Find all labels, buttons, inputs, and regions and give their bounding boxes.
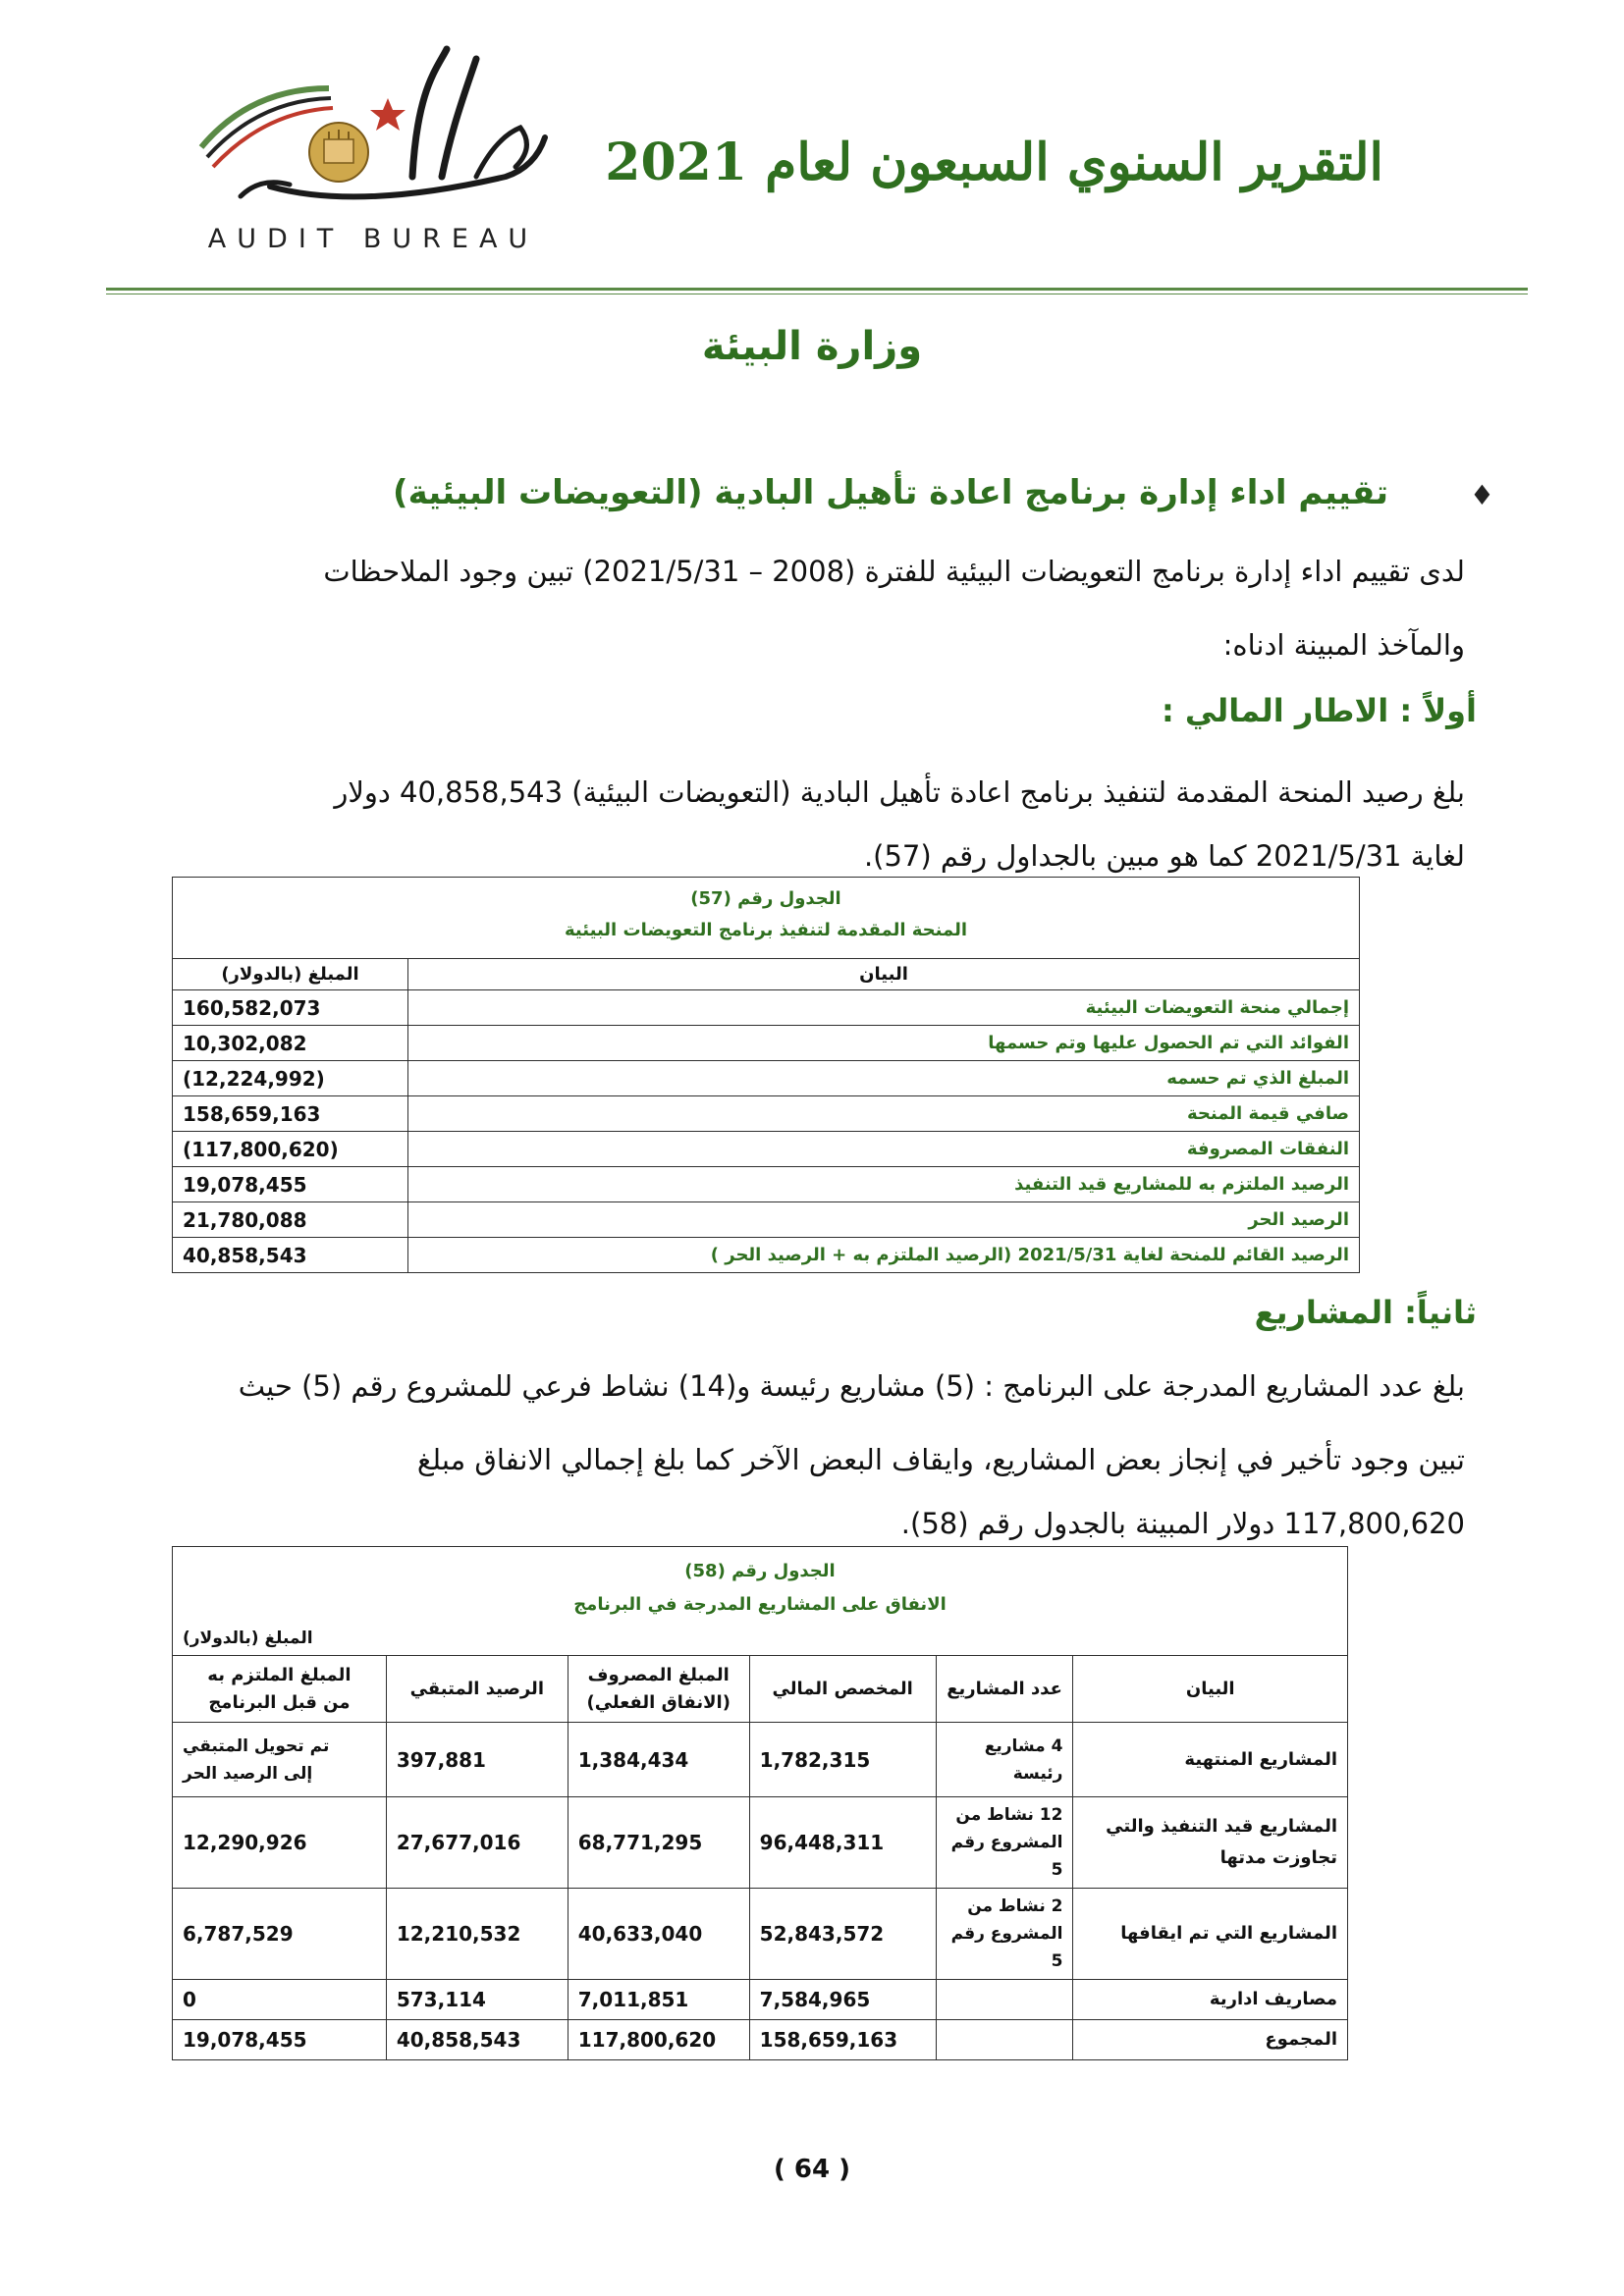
- table-row: [173, 1061, 1360, 1096]
- report-title: التقرير السنوي السبعون لعام 2021: [605, 133, 1383, 192]
- row-count: [936, 2020, 1073, 2060]
- row-amount: 160,582,073: [173, 990, 408, 1026]
- row-amount: 21,780,088: [173, 1202, 408, 1238]
- second-section-label: ثانياً: المشاريع: [1254, 1294, 1477, 1331]
- table-58-col-allocation: المخصص المالي: [749, 1656, 936, 1723]
- row-remaining: 27,677,016: [386, 1797, 568, 1889]
- row-desc: إجمالي منحة التعويضات البيئية: [408, 990, 1360, 1026]
- row-amount: (12,224,992): [173, 1061, 408, 1096]
- intro-line-1: لدى تقييم اداء إدارة برنامج التعويضات البيئية للفترة (2008 – 2021/5/31) تبين وجود الملاحظات: [323, 555, 1465, 588]
- second-para-line-1: بلغ عدد المشاريع المدرجة على البرنامج : (5) مشاريع رئيسة و(14) نشاط فرعي للمشروع رقم (5) حيث: [238, 1369, 1465, 1403]
- row-desc: المشاريع قيد التنفيذ والتي تجاوزت مدتها: [1073, 1797, 1348, 1889]
- row-allocation: 96,448,311: [749, 1797, 936, 1889]
- row-committed-line-1: تم تحويل المتبقي: [183, 1735, 330, 1756]
- row-count: [936, 1889, 1073, 1980]
- table-row: [173, 1980, 1348, 2020]
- table-row: [173, 1238, 1360, 1273]
- row-count: [936, 1980, 1073, 2020]
- row-remaining: 12,210,532: [386, 1889, 568, 1980]
- table-58-col-committed: [173, 1656, 387, 1723]
- diamond-bullet-icon: ♦: [1469, 479, 1494, 511]
- col-committed-line-1: المبلغ الملتزم به: [207, 1664, 352, 1685]
- second-para-line-2: تبين وجود تأخير في إنجاز بعض المشاريع، وايقاف البعض الآخر كما بلغ إجمالي الانفاق مبلغ: [416, 1443, 1465, 1476]
- table-row: [173, 1096, 1360, 1132]
- row-committed-line-2: إلى الرصيد الحر: [183, 1763, 313, 1784]
- table-57-number: الجدول رقم (57): [690, 888, 841, 909]
- row-desc: المشاريع المنتهية: [1073, 1723, 1348, 1797]
- page-title: وزارة البيئة: [701, 324, 923, 369]
- col-spent-line-2: (الانفاق الفعلي): [586, 1691, 731, 1713]
- row-spent: 40,633,040: [568, 1889, 749, 1980]
- table-row: [173, 1132, 1360, 1167]
- logo-caption: AUDIT BUREAU: [207, 224, 539, 254]
- row-count-line-1: 4 مشاريع: [984, 1735, 1063, 1756]
- row-count-line-1: 2 نشاط من: [967, 1896, 1063, 1916]
- row-count-line-2: المشروع رقم 5: [950, 1924, 1063, 1971]
- first-section-label: أولاً : الاطار المالي :: [1161, 692, 1477, 729]
- row-desc: النفقات المصروفة: [408, 1132, 1360, 1167]
- row-count-line-1: 12 نشاط من: [955, 1805, 1063, 1825]
- section-heading: تقييم اداء إدارة برنامج اعادة تأهيل البادية (التعويضات البيئية): [393, 473, 1388, 512]
- table-58-col-count: عدد المشاريع: [936, 1656, 1073, 1723]
- row-allocation: 1,782,315: [749, 1723, 936, 1797]
- row-remaining: 40,858,543: [386, 2020, 568, 2060]
- row-count-line-2: رئيسة: [1012, 1763, 1063, 1784]
- row-committed: [173, 1723, 387, 1797]
- table-total-row: [173, 2020, 1348, 2060]
- col-spent-line-1: المبلغ المصروف: [587, 1664, 730, 1685]
- page-number: ( 64 ): [773, 2155, 851, 2184]
- row-amount: (117,800,620): [173, 1132, 408, 1167]
- row-allocation: 52,843,572: [749, 1889, 936, 1980]
- row-spent: 68,771,295: [568, 1797, 749, 1889]
- table-row: [173, 1167, 1360, 1202]
- table-row: [173, 1797, 1348, 1889]
- intro-line-2: والمآخذ المبينة ادناه:: [1222, 628, 1465, 662]
- row-allocation: 7,584,965: [749, 1980, 936, 2020]
- first-para-line-2: لغاية 2021/5/31 كما هو مبين بالجداول رقم (57).: [863, 839, 1465, 873]
- table-58-col-spent: [568, 1656, 749, 1723]
- row-desc: المبلغ الذي تم حسمه: [408, 1061, 1360, 1096]
- table-58-caption: [173, 1547, 1348, 1656]
- table-row: [173, 1202, 1360, 1238]
- table-58: [172, 1546, 1348, 2060]
- table-row: [173, 1026, 1360, 1061]
- row-desc: صافي قيمة المنحة: [408, 1096, 1360, 1132]
- row-allocation: 158,659,163: [749, 2020, 936, 2060]
- row-committed: 19,078,455: [173, 2020, 387, 2060]
- table-58-title: الانفاق على المشاريع المدرجة في البرنامج: [573, 1594, 947, 1615]
- row-spent: 1,384,434: [568, 1723, 749, 1797]
- table-57-title: المنحة المقدمة لتنفيذ برنامج التعويضات البيئية: [564, 920, 968, 940]
- row-count-line-2: المشروع رقم 5: [950, 1833, 1063, 1880]
- row-desc: مصاريف ادارية: [1073, 1980, 1348, 2020]
- row-desc: المشاريع التي تم ايقافها: [1073, 1889, 1348, 1980]
- table-57-col-desc: البيان: [408, 959, 1360, 990]
- header-divider: [106, 288, 1528, 291]
- table-58-col-remaining: الرصيد المتبقي: [386, 1656, 568, 1723]
- row-committed: 12,290,926: [173, 1797, 387, 1889]
- table-58-col-desc: البيان: [1073, 1656, 1348, 1723]
- row-amount: 19,078,455: [173, 1167, 408, 1202]
- table-58-unit: المبلغ (بالدولار): [183, 1629, 313, 1648]
- row-desc: الرصيد القائم للمنحة لغاية 2021/5/31 (الرصيد الملتزم به + الرصيد الحر ): [408, 1238, 1360, 1273]
- col-committed-line-2: من قبل البرنامج: [208, 1691, 351, 1713]
- row-count: [936, 1797, 1073, 1889]
- row-remaining: 397,881: [386, 1723, 568, 1797]
- table-row: [173, 1723, 1348, 1797]
- row-count: [936, 1723, 1073, 1797]
- row-committed: 6,787,529: [173, 1889, 387, 1980]
- row-desc: المجموع: [1073, 2020, 1348, 2060]
- table-57-caption: [173, 878, 1360, 959]
- row-spent: 7,011,851: [568, 1980, 749, 2020]
- row-spent: 117,800,620: [568, 2020, 749, 2060]
- table-row: [173, 990, 1360, 1026]
- first-para-line-1: بلغ رصيد المنحة المقدمة لتنفيذ برنامج اعادة تأهيل البادية (التعويضات البيئية) 40,858,543 دولار: [334, 775, 1465, 809]
- row-committed: 0: [173, 1980, 387, 2020]
- row-amount: 40,858,543: [173, 1238, 408, 1273]
- second-para-line-3: 117,800,620 دولار المبينة بالجدول رقم (58).: [900, 1507, 1465, 1540]
- row-desc: الفوائد التي تم الحصول عليها وتم حسمها: [408, 1026, 1360, 1061]
- table-57-col-amount: المبلغ (بالدولار): [173, 959, 408, 990]
- table-57: [172, 877, 1360, 1273]
- logo-calligraphy-icon: [182, 29, 560, 226]
- table-row: [173, 1889, 1348, 1980]
- row-amount: 10,302,082: [173, 1026, 408, 1061]
- row-desc: الرصيد الملتزم به للمشاريع قيد التنفيذ: [408, 1167, 1360, 1202]
- table-58-number: الجدول رقم (58): [684, 1561, 836, 1581]
- row-remaining: 573,114: [386, 1980, 568, 2020]
- row-desc: الرصيد الحر: [408, 1202, 1360, 1238]
- row-amount: 158,659,163: [173, 1096, 408, 1132]
